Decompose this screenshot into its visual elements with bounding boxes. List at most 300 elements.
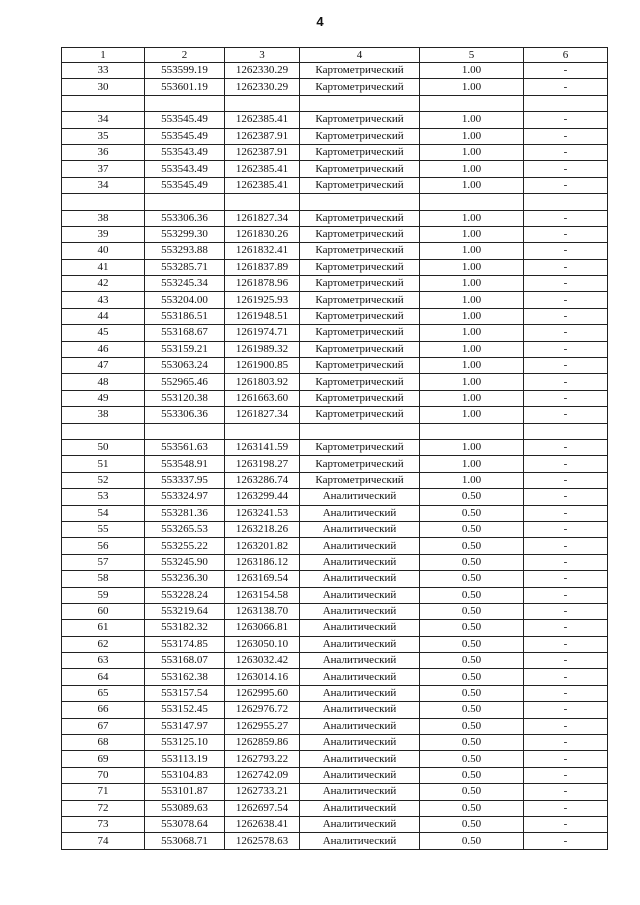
table-cell: 73 [62,816,145,832]
column-header: 4 [300,48,420,63]
table-cell: 1.00 [420,374,524,390]
table-cell: 1.00 [420,325,524,341]
table-cell: 0.50 [420,489,524,505]
table-cell: 1262697.54 [225,800,300,816]
table-cell: 553543.49 [145,161,225,177]
table-cell: 553265.53 [145,521,225,537]
table-row [62,571,608,587]
table-row [62,603,608,619]
table-cell: 1263141.59 [225,439,300,455]
table-cell: 1263218.26 [225,521,300,537]
table-cell: 0.50 [420,735,524,751]
table-cell [420,423,524,439]
table-row [62,390,608,406]
table-row [62,538,608,554]
table-cell: 1262578.63 [225,833,300,849]
table-cell: Аналитический [300,571,420,587]
table-cell: 1.00 [420,292,524,308]
table-cell: 1262733.21 [225,784,300,800]
table-cell: 1263169.54 [225,571,300,587]
table-cell: 69 [62,751,145,767]
table-row [62,735,608,751]
table-row [62,653,608,669]
table-cell: Аналитический [300,620,420,636]
table-cell: - [524,718,608,734]
table-row [62,439,608,455]
table-cell: - [524,620,608,636]
table-cell: - [524,325,608,341]
table-cell: 553281.36 [145,505,225,521]
table-row [62,685,608,701]
table-cell: 553125.10 [145,735,225,751]
table-cell: 553255.22 [145,538,225,554]
table-cell: - [524,800,608,816]
table-row [62,767,608,783]
table-cell: 1.00 [420,276,524,292]
table-cell: 553601.19 [145,79,225,95]
table-cell: - [524,210,608,226]
table-cell: 55 [62,521,145,537]
table-cell: 553204.00 [145,292,225,308]
table-cell: - [524,407,608,423]
table-cell: 58 [62,571,145,587]
table-cell: - [524,292,608,308]
table-cell: Аналитический [300,554,420,570]
table-row [62,669,608,685]
table-cell: 553324.97 [145,489,225,505]
column-header: 3 [225,48,300,63]
table-row [62,554,608,570]
table-row [62,751,608,767]
table-cell: - [524,833,608,849]
table-cell: 553078.64 [145,816,225,832]
table-cell: 1262976.72 [225,702,300,718]
table-cell: 553063.24 [145,358,225,374]
table-cell: - [524,767,608,783]
table-cell: 35 [62,128,145,144]
table-cell: Картометрический [300,226,420,242]
table-cell: 53 [62,489,145,505]
table-cell: - [524,177,608,193]
table-cell: 1263032.42 [225,653,300,669]
page-number: 4 [316,14,324,29]
table-cell: 33 [62,63,145,79]
table-cell: 56 [62,538,145,554]
table-cell [300,423,420,439]
table-cell: Картометрический [300,161,420,177]
table-cell: - [524,735,608,751]
table-cell: Картометрический [300,390,420,406]
table-cell: 1263241.53 [225,505,300,521]
table-cell: - [524,226,608,242]
table-cell: Аналитический [300,653,420,669]
table-cell [62,194,145,210]
table-cell: 1.00 [420,128,524,144]
table-cell: 59 [62,587,145,603]
table-row [62,816,608,832]
table-cell: 553159.21 [145,341,225,357]
table-cell: 0.50 [420,669,524,685]
table-cell: 1261925.93 [225,292,300,308]
table-cell: 0.50 [420,702,524,718]
table-cell: 1263286.74 [225,472,300,488]
table-cell: Аналитический [300,587,420,603]
table-cell: Картометрический [300,128,420,144]
table-cell: 38 [62,210,145,226]
table-cell: - [524,587,608,603]
table-cell [420,95,524,111]
table-cell: 1261827.34 [225,210,300,226]
table-cell: 68 [62,735,145,751]
table-body [62,63,608,850]
table-cell: 72 [62,800,145,816]
table-cell: Аналитический [300,603,420,619]
table-cell: Аналитический [300,521,420,537]
table-cell: 61 [62,620,145,636]
table-cell: 553168.07 [145,653,225,669]
table-cell: Аналитический [300,669,420,685]
table-cell: - [524,456,608,472]
table-row [62,423,608,439]
table-cell: Аналитический [300,685,420,701]
table-cell: Аналитический [300,833,420,849]
table-cell: 39 [62,226,145,242]
table-row [62,194,608,210]
table-cell: 1262330.29 [225,79,300,95]
table-cell: 1261974.71 [225,325,300,341]
table-cell [225,95,300,111]
table-cell: Аналитический [300,718,420,734]
table-cell: 60 [62,603,145,619]
table-row [62,276,608,292]
table-cell: 1261900.85 [225,358,300,374]
table-cell: 64 [62,669,145,685]
table-cell: - [524,472,608,488]
table-row [62,358,608,374]
table-cell: Аналитический [300,735,420,751]
table-cell [225,194,300,210]
table-row [62,472,608,488]
table-cell: 553245.90 [145,554,225,570]
table-cell: 553543.49 [145,144,225,160]
table-cell: - [524,669,608,685]
table-cell: 0.50 [420,833,524,849]
table-row [62,784,608,800]
table-cell: 553113.19 [145,751,225,767]
table-cell: 63 [62,653,145,669]
table-cell: 57 [62,554,145,570]
table-cell: 0.50 [420,718,524,734]
table-cell: 1262638.41 [225,816,300,832]
table-cell: 0.50 [420,505,524,521]
table-cell: - [524,63,608,79]
table-row [62,325,608,341]
table-cell: 1262995.60 [225,685,300,701]
table-cell: 1262385.41 [225,161,300,177]
table-cell: 1.00 [420,358,524,374]
table-cell: 45 [62,325,145,341]
table-row [62,489,608,505]
table-cell [300,95,420,111]
table-cell: 1.00 [420,407,524,423]
table-cell: 67 [62,718,145,734]
table-cell: - [524,603,608,619]
table-cell: 44 [62,308,145,324]
table-cell: 1.00 [420,226,524,242]
table-cell: 1263154.58 [225,587,300,603]
table-cell: 553299.30 [145,226,225,242]
table-cell: 1261803.92 [225,374,300,390]
table-row [62,702,608,718]
table-cell: 1261989.32 [225,341,300,357]
table-row [62,79,608,95]
column-header: 5 [420,48,524,63]
table-cell: 1261830.26 [225,226,300,242]
table-cell: - [524,636,608,652]
table-cell: 46 [62,341,145,357]
table-row [62,505,608,521]
table-cell: - [524,161,608,177]
table-cell: Аналитический [300,702,420,718]
table-row [62,636,608,652]
table-cell: 1.00 [420,177,524,193]
table-cell: 70 [62,767,145,783]
table-cell: - [524,358,608,374]
table-cell: - [524,489,608,505]
table-cell: - [524,784,608,800]
table-cell: 553068.71 [145,833,225,849]
table-row [62,456,608,472]
table-cell: - [524,751,608,767]
table-cell: - [524,144,608,160]
table-cell: 553152.45 [145,702,225,718]
table-cell [62,95,145,111]
table-cell: 552965.46 [145,374,225,390]
table-cell: 553545.49 [145,177,225,193]
table-row [62,112,608,128]
coordinates-table [61,47,608,850]
table-cell: 0.50 [420,685,524,701]
table-cell: 71 [62,784,145,800]
table-cell [524,423,608,439]
table-cell: Аналитический [300,751,420,767]
table-cell: 1.00 [420,79,524,95]
table-cell: 1.00 [420,63,524,79]
table-cell: - [524,571,608,587]
table-row [62,341,608,357]
table-cell: 553561.63 [145,439,225,455]
table-cell: Картометрический [300,177,420,193]
table-cell: 553182.32 [145,620,225,636]
table-cell: 0.50 [420,571,524,587]
table-cell: - [524,259,608,275]
table-row [62,210,608,226]
table-cell: 47 [62,358,145,374]
table-cell: 553219.64 [145,603,225,619]
table-cell: - [524,554,608,570]
table-cell: 553157.54 [145,685,225,701]
table-cell: 65 [62,685,145,701]
table-cell: Картометрический [300,341,420,357]
table-cell: 1.00 [420,308,524,324]
table-cell: - [524,439,608,455]
table-cell: 54 [62,505,145,521]
table-cell: 1.00 [420,210,524,226]
table-cell: 66 [62,702,145,718]
table-cell: 1262793.22 [225,751,300,767]
table-cell: Аналитический [300,816,420,832]
table-cell: Картометрический [300,210,420,226]
table-header-row [62,48,608,63]
table-cell: 1263186.12 [225,554,300,570]
table-cell [524,95,608,111]
column-header: 2 [145,48,225,63]
table-cell: Картометрический [300,358,420,374]
table-cell: 553545.49 [145,112,225,128]
table-cell: - [524,341,608,357]
table-cell: 1.00 [420,112,524,128]
table-cell: 553306.36 [145,407,225,423]
table-cell [62,423,145,439]
table-cell: - [524,390,608,406]
table-cell: Картометрический [300,112,420,128]
table-cell: 0.50 [420,587,524,603]
table-cell: 0.50 [420,620,524,636]
table-row [62,177,608,193]
table-cell: 553147.97 [145,718,225,734]
table-cell: 0.50 [420,554,524,570]
table-cell: 1263201.82 [225,538,300,554]
table-cell: Картометрический [300,243,420,259]
table-cell: 0.50 [420,767,524,783]
table-cell: - [524,276,608,292]
table-cell: 1.00 [420,456,524,472]
table-cell: 1262387.91 [225,144,300,160]
table-cell: - [524,702,608,718]
table-cell: 1261832.41 [225,243,300,259]
table-cell: 1262385.41 [225,112,300,128]
table-cell: - [524,374,608,390]
table-cell: 1.00 [420,472,524,488]
table-cell: 1262955.27 [225,718,300,734]
table-cell: Аналитический [300,636,420,652]
table-cell: 553545.49 [145,128,225,144]
table-cell: - [524,521,608,537]
table-cell [145,194,225,210]
table-cell: Картометрический [300,259,420,275]
table-cell: 62 [62,636,145,652]
table-cell: 43 [62,292,145,308]
table-cell: 1261878.96 [225,276,300,292]
table-cell: 49 [62,390,145,406]
table-cell: Картометрический [300,63,420,79]
table-cell [300,194,420,210]
table-cell: 553162.38 [145,669,225,685]
table-cell: - [524,79,608,95]
table-cell: 34 [62,112,145,128]
table-cell: - [524,128,608,144]
table-cell: 1263050.10 [225,636,300,652]
table-cell: 1263198.27 [225,456,300,472]
table-cell: Картометрический [300,456,420,472]
table-cell: 553599.19 [145,63,225,79]
table-cell: 553236.30 [145,571,225,587]
table-cell [145,423,225,439]
table-cell: Картометрический [300,374,420,390]
table-cell: Картометрический [300,144,420,160]
table-cell: 30 [62,79,145,95]
table-cell: - [524,538,608,554]
column-header: 6 [524,48,608,63]
table-cell: 1261827.34 [225,407,300,423]
table-cell: 0.50 [420,538,524,554]
table-cell: 1263138.70 [225,603,300,619]
table-cell: 1261837.89 [225,259,300,275]
table-cell: - [524,243,608,259]
table-cell: - [524,308,608,324]
table-cell [420,194,524,210]
table-cell: Аналитический [300,767,420,783]
table-row [62,144,608,160]
table-cell: 52 [62,472,145,488]
table-cell: - [524,816,608,832]
table-row [62,243,608,259]
table-cell: 48 [62,374,145,390]
table-cell: - [524,505,608,521]
table-cell: 553089.63 [145,800,225,816]
table-cell: 553174.85 [145,636,225,652]
table-cell: 0.50 [420,816,524,832]
table-cell: Аналитический [300,489,420,505]
table-cell: 553104.83 [145,767,225,783]
table-cell: 553168.67 [145,325,225,341]
table-cell [225,423,300,439]
table-cell: 1262330.29 [225,63,300,79]
table-cell: 34 [62,177,145,193]
table-row [62,308,608,324]
table-row [62,292,608,308]
table-cell: 1.00 [420,439,524,455]
table-row [62,407,608,423]
table-cell: 50 [62,439,145,455]
table-cell: - [524,685,608,701]
table-cell: 51 [62,456,145,472]
table-cell: Картометрический [300,292,420,308]
table-cell: 1261948.51 [225,308,300,324]
table-row [62,374,608,390]
table-row [62,587,608,603]
table-cell: 1.00 [420,144,524,160]
table-row [62,63,608,79]
table-cell: Аналитический [300,784,420,800]
table-cell: Аналитический [300,800,420,816]
table-row [62,226,608,242]
table-cell: 553101.87 [145,784,225,800]
table-cell: 1261663.60 [225,390,300,406]
table-cell: 0.50 [420,653,524,669]
table-cell: 37 [62,161,145,177]
table-row [62,718,608,734]
column-header: 1 [62,48,145,63]
table-cell: 1262387.91 [225,128,300,144]
table-cell: Картометрический [300,439,420,455]
table-cell: 1.00 [420,390,524,406]
table-row [62,259,608,275]
table-cell: 0.50 [420,603,524,619]
table-cell: 1.00 [420,243,524,259]
table-cell: 553337.95 [145,472,225,488]
table-cell [145,95,225,111]
